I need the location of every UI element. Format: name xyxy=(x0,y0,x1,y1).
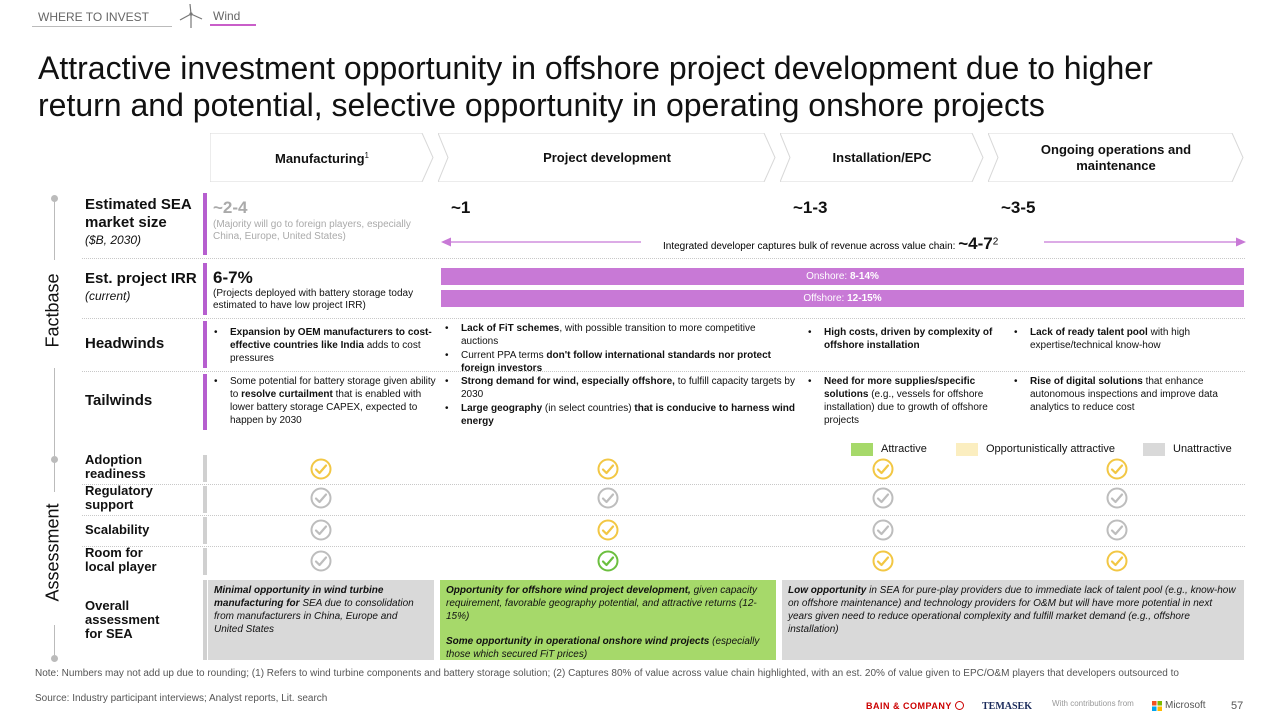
headwinds-operations xyxy=(1012,326,1232,353)
page-title: Attractive investment opportunity in offshore project development due to higher return and potential, selective opportunity in operating onshore projects xyxy=(38,50,1153,123)
irr-offshore-band xyxy=(441,290,1244,307)
assessment-line-bottom xyxy=(54,625,55,655)
overall-io-bold: Low opportunity xyxy=(788,585,867,596)
tailwinds-installation xyxy=(806,375,996,428)
local-player-bar xyxy=(203,548,207,575)
integrated-arrow-left xyxy=(441,236,643,248)
tailwinds-installation-bold: Need for more supplies/specific solutions xyxy=(824,376,976,400)
bain-logo xyxy=(866,701,964,711)
regulatory-divider xyxy=(82,515,1245,516)
overall-pd-para-2-bold: Some opportunity in operational onshore wind projects xyxy=(446,636,710,647)
tailwinds-pd-item-2-bold-2: that is conducive to harness wind energy xyxy=(461,403,795,427)
market-size-project-development: ~1 xyxy=(451,198,471,217)
tailwinds-pd-item-1-rest: to fulfill capacity targets by 2030 xyxy=(461,376,795,400)
assessment-row-regulatory: Regulatory support xyxy=(85,483,153,512)
assessment-row-local-player: Room for local player xyxy=(85,545,157,574)
market-size-bar xyxy=(203,193,207,255)
bain-logo-text: BAIN & COMPANY xyxy=(866,701,952,711)
check-icon-manufacturing-adoption xyxy=(310,458,332,480)
headwinds-label: Headwinds xyxy=(85,335,165,352)
scalability-divider xyxy=(82,546,1245,547)
irr-manufacturing-note: (Projects deployed with battery storage today estimated to have low project IRR) xyxy=(213,288,414,311)
overall-pd-para-1-rest: given capacity requirement, favorable geography potential, and attractive returns (12-15%) xyxy=(446,585,757,622)
overall-installation-operations xyxy=(782,580,1244,660)
tailwinds-manufacturing-rest: that is enabled with lower battery storage CAPEX, expected to happen by 2030 xyxy=(230,389,422,426)
assessment-row-scalability: Scalability xyxy=(85,522,150,537)
stage-installation-label: Installation/EPC xyxy=(832,149,932,165)
headwinds-manufacturing-item xyxy=(212,326,434,365)
irr-sub: (current) xyxy=(85,289,131,303)
tailwinds-project-development xyxy=(443,375,795,429)
tailwinds-pd-item-2-bold-1: Large geography xyxy=(461,403,543,414)
headwinds-manufacturing xyxy=(212,326,434,366)
check-icon-project-development-adoption xyxy=(597,458,619,480)
headwinds-operations-bold: Lack of ready talent pool xyxy=(1030,327,1148,338)
stage-manufacturing-footnote: 1 xyxy=(364,150,369,160)
check-icon-operations-adoption xyxy=(1106,458,1128,480)
legend-unattractive: Unattractive xyxy=(1173,443,1232,455)
check-icon-operations-regulatory xyxy=(1106,487,1128,509)
headwinds-installation xyxy=(806,326,996,353)
stage-project-development xyxy=(438,133,776,182)
headwinds-bar xyxy=(203,321,207,368)
tailwinds-installation-rest: (e.g., vessels for offshore installation) due to growth of offshore projects xyxy=(824,389,988,426)
wind-turbine-icon xyxy=(176,3,206,29)
nav-tab-underline xyxy=(210,24,256,26)
headwinds-installation-bold: High costs, driven by complexity of offshore installation xyxy=(824,327,993,351)
headwinds-pd-item-1 xyxy=(443,322,778,348)
headwinds-operations-rest: with high expertise/technical know-how xyxy=(1030,327,1191,351)
integrated-value: ~4-7 xyxy=(958,234,993,253)
assessment-row-adoption: Adoption readiness xyxy=(85,452,146,481)
irr-onshore-band xyxy=(441,268,1244,285)
headwinds-project-development xyxy=(443,322,778,376)
market-size-sub: ($B, 2030) xyxy=(85,233,142,247)
check-icon-installation-scalability xyxy=(872,519,894,541)
market-size-title: Estimated SEA market size xyxy=(85,196,192,231)
tailwinds-operations-item xyxy=(1012,375,1238,414)
market-size-operations: ~3-5 xyxy=(1001,198,1036,217)
irr-onshore-value: 8-14% xyxy=(850,271,879,282)
market-size-divider xyxy=(82,258,1245,259)
tailwinds-installation-item xyxy=(806,375,996,427)
nav-divider xyxy=(32,26,172,27)
overall-project-development xyxy=(440,580,776,660)
stage-manufacturing xyxy=(210,133,434,182)
microsoft-logo xyxy=(1152,700,1206,711)
microsoft-text: Microsoft xyxy=(1165,700,1206,711)
factbase-line-bottom xyxy=(54,368,55,456)
tailwinds-manufacturing-bold: resolve curtailment xyxy=(241,389,333,400)
tailwinds-manufacturing-lead: Some potential for battery storage given ability to xyxy=(230,376,436,400)
overall-io-rest: in SEA for pure-play providers due to immediate lack of talent pool (e.g., know-how on offshore maintenance) and technology providers for O&M but will have more potential in next years given need to reduce operational complexity and fulfill market demand (e.g., offshore installation) xyxy=(788,585,1236,635)
headwinds-pd-item-2-lead: Current PPA terms xyxy=(461,350,547,361)
market-size-manufacturing-note: (Majority will go to foreign players, especially China, Europe, United States) xyxy=(213,219,411,242)
check-icon-project-development-regulatory xyxy=(597,487,619,509)
factbase-label: Factbase xyxy=(42,273,63,348)
irr-offshore-value: 12-15% xyxy=(847,293,882,304)
headwinds-pd-item-1-bold: Lack of FiT schemes xyxy=(461,323,560,334)
legend-opportunistic: Opportunistically attractive xyxy=(986,443,1115,455)
microsoft-icon xyxy=(1152,701,1162,711)
check-icon-project-development-scalability xyxy=(597,519,619,541)
overall-pd-para-2-rest: (especially those which secured FiT prices) xyxy=(446,636,760,660)
irr-divider xyxy=(82,318,1245,319)
overall-manufacturing xyxy=(208,580,434,660)
overall-manufacturing-rest: SEA due to consolidation from manufacturers in China, Europe and United States xyxy=(214,598,414,635)
stage-operations-label: Ongoing operations and maintenance xyxy=(1040,141,1192,173)
assessment-bottom-dot xyxy=(51,655,58,662)
irr-bar xyxy=(203,263,207,315)
nav-section-label: WHERE TO INVEST xyxy=(38,10,149,24)
check-icon-installation-adoption xyxy=(872,458,894,480)
market-size-installation: ~1-3 xyxy=(793,198,828,217)
factbase-line-top xyxy=(54,200,55,260)
irr-onshore-label: Onshore: xyxy=(806,271,850,282)
headwinds-divider xyxy=(82,371,1245,372)
overall-pd-para-1 xyxy=(446,584,770,623)
irr-manufacturing: 6-7% xyxy=(213,268,253,287)
scalability-bar xyxy=(203,517,207,544)
legend-swatch-unattractive xyxy=(1143,443,1165,456)
legend-attractive: Attractive xyxy=(881,443,927,455)
assessment-label: Assessment xyxy=(42,503,63,602)
headwinds-pd-item-2-bold: don't follow international standards nor protect foreign investors xyxy=(461,350,772,374)
tailwinds-manufacturing-item xyxy=(212,375,436,427)
overall-label: Overall assessment for SEA xyxy=(85,598,160,641)
check-icon-manufacturing-regulatory xyxy=(310,487,332,509)
legend-swatch-opportunistic xyxy=(956,443,978,456)
contributions-text: With contributions from xyxy=(1052,699,1134,708)
bain-logo-mark xyxy=(955,701,964,710)
overall-manufacturing-bold: Minimal opportunity in wind turbine manufacturing for xyxy=(214,585,384,609)
tailwinds-manufacturing xyxy=(212,375,436,428)
irr-title: Est. project IRR xyxy=(85,270,197,287)
market-size-label xyxy=(85,196,203,248)
tailwinds-bar xyxy=(203,374,207,430)
check-icon-operations-local-player xyxy=(1106,550,1128,572)
tailwinds-pd-item-2-mid: (in select countries) xyxy=(542,403,635,414)
irr-label xyxy=(85,270,203,304)
adoption-bar xyxy=(203,455,207,482)
tailwinds-operations xyxy=(1012,375,1238,415)
integrated-text-group xyxy=(663,234,998,254)
irr-offshore-label: Offshore: xyxy=(803,293,848,304)
tailwinds-pd-item-2 xyxy=(443,402,795,428)
check-icon-project-development-local-player xyxy=(597,550,619,572)
stage-installation xyxy=(780,133,984,182)
integrated-arrow-right xyxy=(1044,236,1246,248)
integrated-text: Integrated developer captures bulk of revenue across value chain: xyxy=(663,241,956,252)
regulatory-bar xyxy=(203,486,207,513)
headwinds-manufacturing-rest: adds to cost pressures xyxy=(230,340,421,364)
overall-pd-para-1-bold: Opportunity for offshore wind project development, xyxy=(446,585,691,596)
tailwinds-operations-bold: Rise of digital solutions xyxy=(1030,376,1143,387)
check-icon-operations-scalability xyxy=(1106,519,1128,541)
overall-bar xyxy=(203,580,207,660)
market-size-manufacturing: ~2-4 xyxy=(213,198,248,217)
check-icon-installation-regulatory xyxy=(872,487,894,509)
stage-manufacturing-label: Manufacturing xyxy=(274,151,365,167)
overall-pd-para-2 xyxy=(446,635,770,661)
headwinds-pd-item-1-rest: , with possible transition to more competitive auctions xyxy=(461,323,756,347)
nav-tab-wind[interactable]: Wind xyxy=(213,9,241,23)
headwinds-operations-item xyxy=(1012,326,1232,352)
assessment-line-top xyxy=(54,462,55,492)
stage-project-development-label: Project development xyxy=(543,149,671,165)
tailwinds-label: Tailwinds xyxy=(85,392,153,409)
stage-operations xyxy=(988,133,1244,182)
page-number: 57 xyxy=(1231,700,1244,712)
headwinds-manufacturing-bold: Expansion by OEM manufacturers to cost-effective countries like India xyxy=(230,327,432,351)
temasek-logo: TEMASEK xyxy=(982,701,1033,712)
headwinds-installation-item xyxy=(806,326,996,352)
legend-swatch-attractive xyxy=(851,443,873,456)
footnote: Note: Numbers may not add up due to rounding; (1) Refers to wind turbine components and battery storage solution; (2) Captures 80% of value across value chain highlighted, with an est. 20% of value given to EPC/O&M players that developers outsourced to xyxy=(35,668,1179,679)
tailwinds-pd-item-1 xyxy=(443,375,795,401)
integrated-footnote: 2 xyxy=(992,236,999,248)
check-icon-manufacturing-scalability xyxy=(310,519,332,541)
check-icon-manufacturing-local-player xyxy=(310,550,332,572)
check-icon-installation-local-player xyxy=(872,550,894,572)
tailwinds-operations-rest: that enhance autonomous inspections and improve data analytics to reduce cost xyxy=(1030,376,1218,413)
adoption-divider xyxy=(82,484,1245,485)
tailwinds-pd-item-1-bold: Strong demand for wind, especially offshore, xyxy=(461,376,675,387)
source-note: Source: Industry participant interviews; Analyst reports, Lit. search xyxy=(35,693,328,704)
